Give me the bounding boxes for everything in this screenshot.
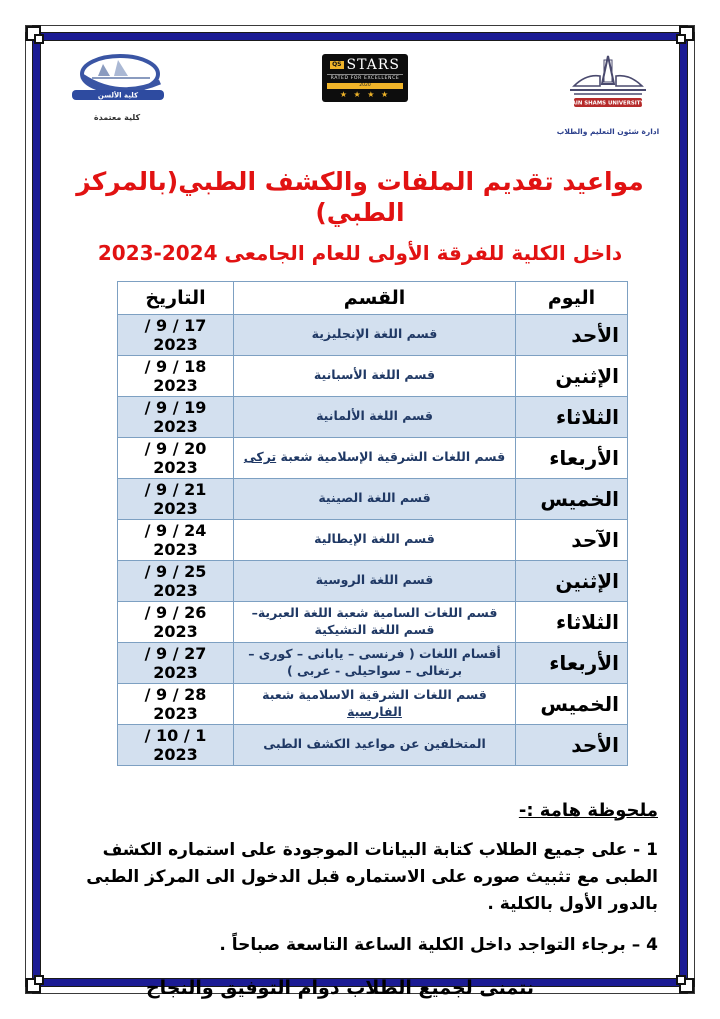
document-content bbox=[46, 44, 674, 999]
day-cell: الثلاثاء bbox=[516, 601, 628, 642]
date-cell: 25 / 9 / 2023 bbox=[118, 560, 234, 601]
date-cell: 24 / 9 / 2023 bbox=[118, 519, 234, 560]
obelisk-icon bbox=[556, 50, 660, 122]
svg-text:كلية الألسن: كلية الألسن bbox=[97, 91, 139, 100]
ain-shams-university-logo bbox=[552, 50, 664, 136]
table-row bbox=[118, 437, 628, 478]
alsun-globe-icon bbox=[58, 52, 176, 108]
day-cell: الأحد bbox=[516, 724, 628, 765]
stars-logo-tagline: RATED FOR EXCELLENCE bbox=[327, 74, 403, 81]
asu-logo-caption: ادارة شئون التعليم والطلاب bbox=[556, 127, 660, 136]
column-header-date: التاريخ bbox=[118, 281, 234, 314]
department-cell: المتخلفين عن مواعيد الكشف الطبى bbox=[234, 724, 516, 765]
notes-section bbox=[62, 800, 658, 1000]
table-row bbox=[118, 642, 628, 683]
note-item-4: 4 – برجاء التواجد داخل الكلية الساعة التاسعة صباحاً . bbox=[219, 935, 658, 956]
column-header-department: القسم bbox=[234, 281, 516, 314]
frame-corner-ornament bbox=[674, 26, 694, 46]
table-row bbox=[118, 601, 628, 642]
qs-stars-logo bbox=[322, 54, 408, 102]
frame-corner-ornament bbox=[26, 26, 46, 46]
header-logos bbox=[46, 44, 674, 146]
table-row bbox=[118, 724, 628, 765]
day-cell: الخميس bbox=[516, 478, 628, 519]
stars-logo-title: STARS bbox=[346, 57, 400, 73]
notes-heading: ملحوظة هامة :- bbox=[518, 799, 658, 821]
date-cell: 17 / 9 / 2023 bbox=[118, 314, 234, 355]
frame-corner-ornament bbox=[674, 973, 694, 993]
department-cell: قسم اللغات الشرقية الاسلامية شعبة الفارسية bbox=[234, 683, 516, 724]
table-row bbox=[118, 683, 628, 724]
table-row bbox=[118, 519, 628, 560]
schedule-table-body bbox=[118, 314, 628, 765]
frame-corner-ornament bbox=[26, 973, 46, 993]
frame-bar-top bbox=[25, 32, 695, 41]
table-row bbox=[118, 478, 628, 519]
table-header-row bbox=[118, 281, 628, 314]
department-cell: قسم اللغات السامية شعبة اللغة العبرية– قسم اللغة التشيكية bbox=[234, 601, 516, 642]
date-cell: 19 / 9 / 2023 bbox=[118, 396, 234, 437]
page-title: مواعيد تقديم الملفات والكشف الطبي(بالمركز الطبي) bbox=[76, 167, 644, 228]
department-cell: قسم اللغة الإيطالية bbox=[234, 519, 516, 560]
column-header-day: اليوم bbox=[516, 281, 628, 314]
alsun-logo-caption: كلية معتمدة bbox=[93, 113, 141, 122]
frame-bar-left bbox=[32, 25, 41, 994]
date-cell: 26 / 9 / 2023 bbox=[118, 601, 234, 642]
department-cell: قسم اللغات الشرقية الإسلامية شعبة تركى bbox=[234, 437, 516, 478]
qs-badge-icon: QS bbox=[332, 61, 342, 68]
day-cell: الأربعاء bbox=[516, 642, 628, 683]
table-row bbox=[118, 396, 628, 437]
alsun-college-logo bbox=[56, 52, 178, 122]
department-cell: قسم اللغة الألمانية bbox=[234, 396, 516, 437]
date-cell: 27 / 9 / 2023 bbox=[118, 642, 234, 683]
day-cell: الإثنين bbox=[516, 560, 628, 601]
date-cell: 21 / 9 / 2023 bbox=[118, 478, 234, 519]
department-cell: أقسام اللغات ( فرنسى – يابانى – كورى – برتغالى – سواحيلى - عربى ) bbox=[234, 642, 516, 683]
day-cell: الآحد bbox=[516, 519, 628, 560]
table-row bbox=[118, 314, 628, 355]
table-row bbox=[118, 560, 628, 601]
department-cell: قسم اللغة الصينية bbox=[234, 478, 516, 519]
date-cell: 20 / 9 / 2023 bbox=[118, 437, 234, 478]
day-cell: الثلاثاء bbox=[516, 396, 628, 437]
date-cell: 28 / 9 / 2023 bbox=[118, 683, 234, 724]
stars-logo-year: 2020 bbox=[327, 83, 403, 89]
svg-text:AIN SHAMS UNIVERSITY: AIN SHAMS UNIVERSITY bbox=[571, 100, 645, 107]
frame-bar-right bbox=[679, 25, 688, 994]
date-cell: 18 / 9 / 2023 bbox=[118, 355, 234, 396]
closing-wish: نتمنى لجميع الطلاب دوام التوفيق والنجاح bbox=[145, 977, 535, 1000]
department-cell: قسم اللغة الأسبانية bbox=[234, 355, 516, 396]
note-item-1: 1 - على جميع الطلاب كتابة البيانات الموجودة على استماره الكشف الطبى مع تثبيث صوره على الاستماره قبل الدخول الى المركز الطبى بالدور الأول بالكلية . bbox=[86, 839, 658, 914]
day-cell: الأحد bbox=[516, 314, 628, 355]
table-row bbox=[118, 355, 628, 396]
department-cell: قسم اللغة الروسية bbox=[234, 560, 516, 601]
schedule-table bbox=[117, 281, 628, 766]
department-cell: قسم اللغة الإنجليزية bbox=[234, 314, 516, 355]
page-subtitle: داخل الكلية للفرقة الأولى للعام الجامعى 2024-2023 bbox=[97, 240, 623, 265]
day-cell: الخميس bbox=[516, 683, 628, 724]
day-cell: الإثنين bbox=[516, 355, 628, 396]
four-stars-icon: ★ ★ ★ ★ bbox=[339, 90, 391, 100]
day-cell: الأربعاء bbox=[516, 437, 628, 478]
date-cell: 1 / 10 / 2023 bbox=[118, 724, 234, 765]
